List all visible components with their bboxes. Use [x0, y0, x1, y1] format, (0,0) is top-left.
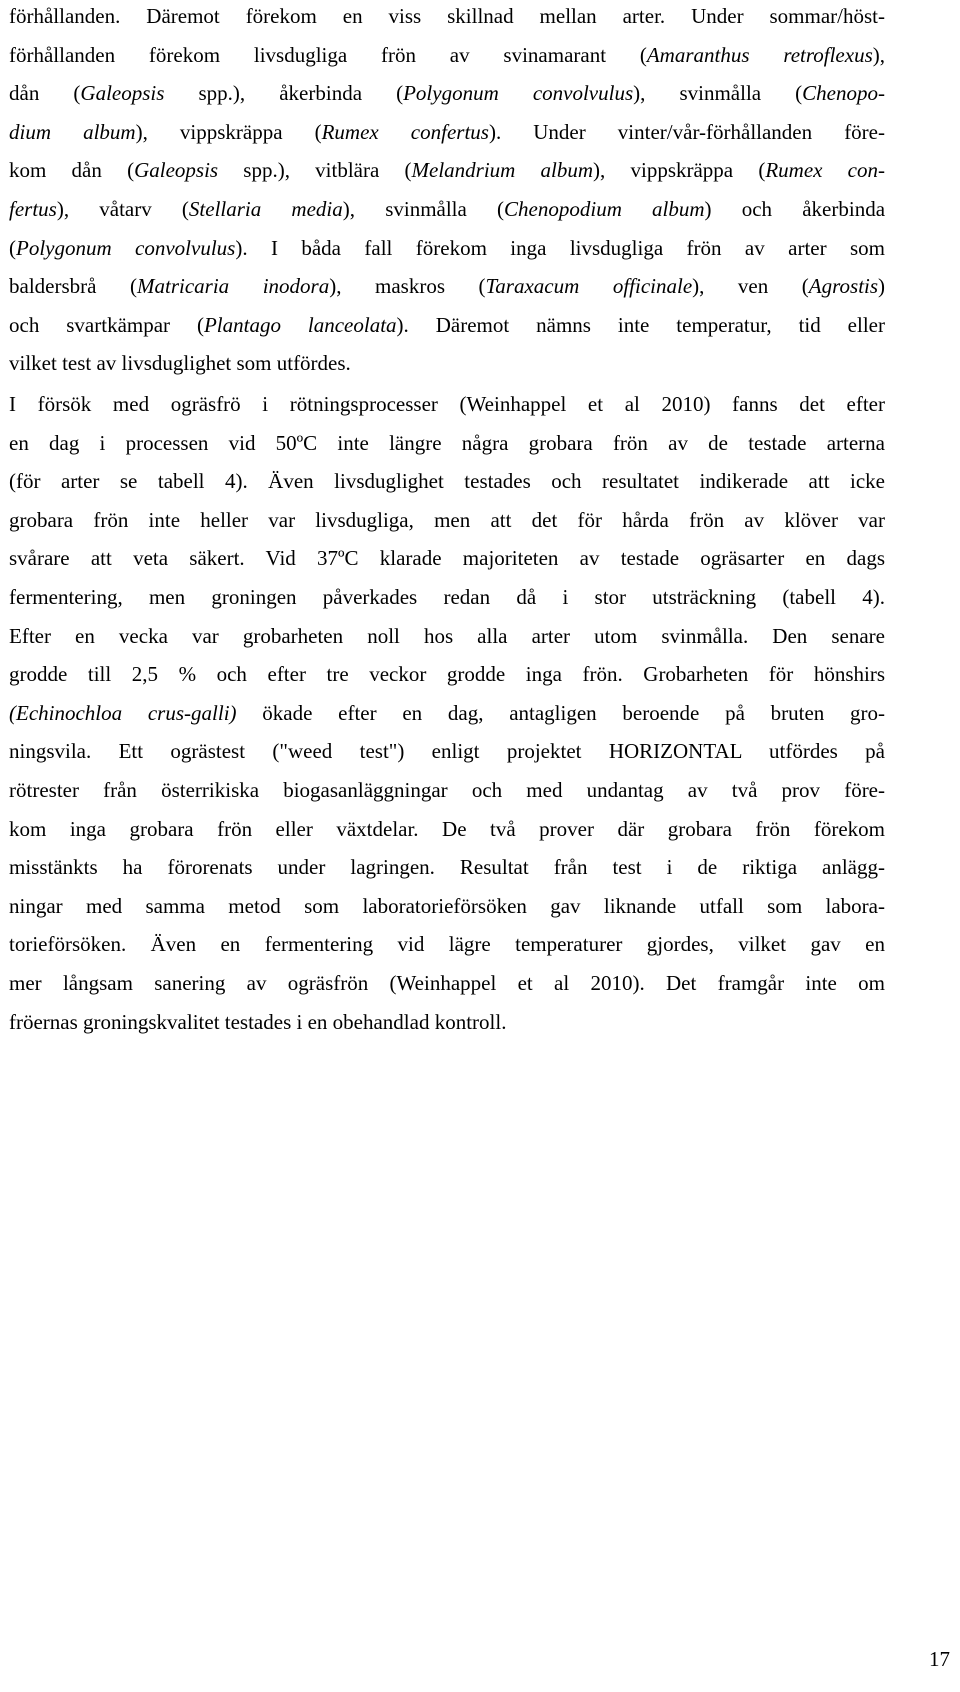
text-segment: spp.), vitblära ( [218, 158, 412, 183]
text-segment: kom inga grobara frön eller växtdelar. De två prover där grobara frön förekom [9, 816, 885, 841]
text-segment: ), ven ( [692, 274, 809, 299]
italic-species-name: Polygonum convolvulus [16, 235, 236, 260]
text-segment: kom dån ( [9, 158, 135, 183]
italic-species-name: (Echinochloa crus-galli) [9, 700, 237, 725]
italic-species-name: Amaranthus retroflexus [646, 42, 873, 67]
text-segment: och svartkämpar ( [9, 312, 204, 337]
text-line [9, 891, 885, 921]
text-line [9, 852, 885, 882]
italic-species-name: Polygonum convolvulus [403, 81, 634, 106]
text-line [9, 271, 885, 301]
text-segment: grodde till 2,5 % och efter tre veckor grodde inga frön. Grobarheten för hönshirs [9, 662, 885, 687]
text-line [9, 505, 885, 535]
italic-species-name: Matricaria inodora [137, 274, 330, 299]
text-line [9, 698, 885, 728]
text-line [9, 659, 885, 689]
text-segment: misstänkts ha förorenats under lagringen. Resultat från test i de riktiga anlägg- [9, 855, 885, 880]
text-segment: ningsvila. Ett ogrästest ("weed test") enligt projektet HORIZONTAL utfördes på [9, 739, 885, 764]
text-segment: ökade efter en dag, antagligen beroende på bruten gro- [236, 700, 885, 725]
text-line [9, 348, 885, 378]
text-line [9, 1, 885, 31]
text-segment: vilket test av livsduglighet som utfördes. [9, 351, 351, 376]
text-segment: fröernas groningskvalitet testades i en obehandlad kontroll. [9, 1009, 507, 1034]
text-line [9, 194, 885, 224]
italic-species-name: Melandrium album [411, 158, 594, 183]
text-segment: ), svinmålla ( [342, 197, 505, 221]
page-number: 17 [929, 1647, 950, 1671]
italic-species-name: Rumex confertus [321, 119, 489, 144]
text-segment: ). Däremot nämns inte temperatur, tid eller [396, 312, 885, 337]
text-segment: ) [878, 274, 886, 299]
text-segment: grobara frön inte heller var livsdugliga, men att det för hårda frön av klöver var [9, 507, 885, 532]
italic-species-name: Rumex con- [765, 158, 885, 183]
text-segment: mer långsam sanering av ogräsfrön (Weinhappel et al 2010). Det framgår inte om [9, 971, 885, 995]
text-segment: ), maskros ( [329, 274, 486, 299]
italic-species-name: Agrostis [808, 274, 879, 299]
italic-species-name: Galeopsis [80, 81, 165, 106]
italic-species-name: dium album [9, 119, 136, 144]
text-line [9, 582, 885, 612]
text-line [9, 621, 885, 651]
text-segment: (för arter se tabell 4). Även livsduglighet testades och resultatet indikerade att icke [9, 469, 885, 494]
text-segment: ( [9, 235, 16, 260]
text-line [9, 428, 885, 458]
text-line [9, 389, 885, 419]
text-segment: ) och åkerbinda [704, 197, 886, 221]
text-segment: Efter en vecka var grobarheten noll hos alla arter utom svinmålla. Den senare [9, 623, 885, 648]
text-segment: fermentering, men groningen påverkades redan då i stor utsträckning (tabell 4). [9, 585, 885, 609]
text-segment: dån ( [9, 81, 81, 106]
text-line [9, 1007, 885, 1037]
text-line [9, 117, 885, 147]
text-line [9, 466, 885, 496]
text-segment: ), vippskräppa ( [135, 119, 322, 144]
italic-species-name: Stellaria media [188, 197, 343, 221]
text-segment: ). Under vinter/vår-förhållanden före- [488, 119, 885, 144]
text-segment: svårare att veta säkert. Vid 37ºC klarade majoriteten av testade ogräsarter en dags [9, 546, 885, 571]
italic-species-name: Chenopodium album [504, 197, 705, 221]
text-segment: I försök med ogräsfrö i rötningsprocesser (Weinhappel et al 2010) fanns det efter [9, 392, 885, 416]
italic-species-name: Plantago lanceolata [203, 312, 397, 337]
text-line [9, 814, 885, 844]
text-segment: ), [872, 42, 885, 67]
text-line [9, 40, 885, 70]
text-segment: baldersbrå ( [9, 274, 137, 299]
text-line [9, 775, 885, 805]
text-segment: rötrester från österrikiska biogasanläggningar och med undantag av två prov före- [9, 778, 885, 802]
text-line [9, 968, 885, 998]
text-segment: ningar med samma metod som laboratorieförsöken gav liknande utfall som labora- [9, 893, 885, 918]
text-segment: förhållanden. Däremot förekom en viss skillnad mellan arter. Under sommar/höst- [9, 4, 885, 28]
italic-species-name: Galeopsis [134, 158, 219, 183]
text-line [9, 78, 885, 108]
text-line [9, 736, 885, 766]
text-segment: torieförsöken. Även en fermentering vid lägre temperaturer gjordes, vilket gav en [9, 932, 885, 957]
text-line [9, 929, 885, 959]
text-line [9, 543, 885, 573]
text-segment: en dag i processen vid 50ºC inte längre några grobara frön av de testade arterna [9, 430, 885, 455]
text-segment: förhållanden förekom livsdugliga frön av svinamarant ( [9, 42, 647, 67]
italic-species-name: Taraxacum officinale [485, 274, 693, 299]
text-segment: ), våtarv ( [56, 197, 189, 221]
text-segment: ). I båda fall förekom inga livsdugliga frön av arter som [235, 235, 886, 260]
italic-species-name: fertus [9, 197, 57, 221]
text-line [9, 155, 885, 185]
text-segment: spp.), åkerbinda ( [164, 81, 404, 106]
text-line [9, 233, 885, 263]
text-line [9, 310, 885, 340]
text-segment: ), vippskräppa ( [593, 158, 766, 183]
italic-species-name: Chenopo- [802, 81, 885, 106]
text-segment: ), svinmålla ( [633, 81, 803, 106]
